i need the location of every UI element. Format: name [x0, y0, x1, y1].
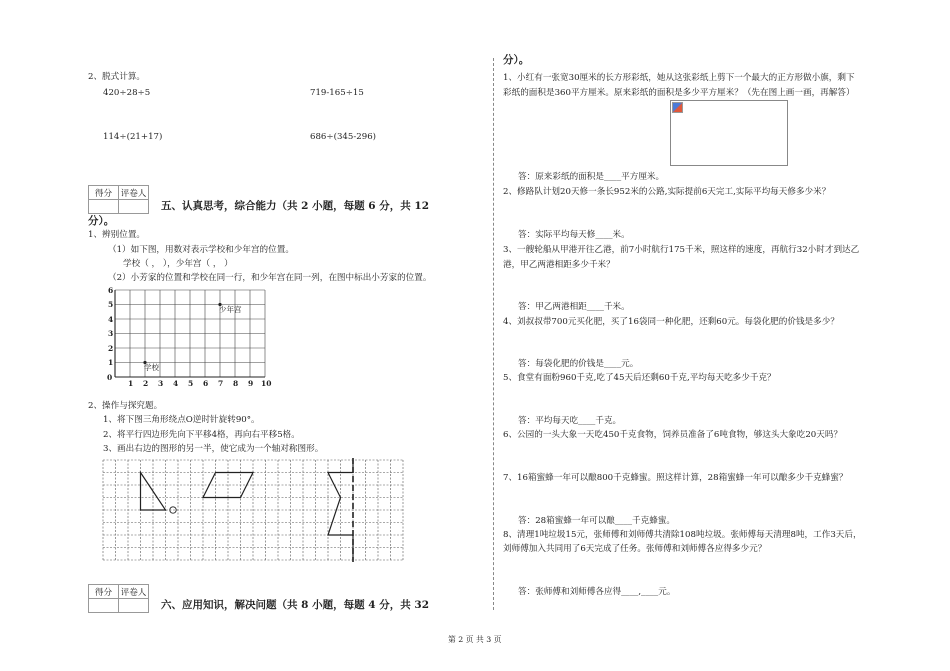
y-tick-6: 6 [108, 286, 114, 295]
score-label: 得分 [89, 186, 119, 200]
answer-2: 答：实际平均每天修____米。 [518, 230, 630, 240]
grader-label: 评卷人 [119, 186, 149, 200]
calc-1: 420÷28÷5 [103, 88, 151, 98]
section-2-title: 2、脱式计算。 [88, 72, 146, 82]
problem-3-line-1: 3、一艘轮船从甲港开往乙港，前7小时航行175千米，照这样的速度，再航行32小时才到达乙 [503, 245, 860, 255]
page-footer: 第 2 页 共 3 页 [448, 635, 502, 644]
q1-title: 1、辨别位置。 [88, 230, 146, 240]
problem-1-line-1: 1、小红有一张宽30厘米的长方形彩纸，她从这张彩纸上剪下一个最大的正方形做小旗，剩下 [503, 73, 855, 83]
x-tick-7: 7 [218, 379, 224, 388]
coordinate-grid [100, 284, 280, 388]
answer-1: 答：原来彩纸的面积是____平方厘米。 [518, 172, 665, 182]
q2-1: 1、将下图三角形绕点O逆时针旋转90°。 [103, 415, 260, 425]
score-cell[interactable] [89, 200, 119, 214]
x-tick-4: 4 [173, 379, 179, 388]
x-tick-3: 3 [158, 379, 164, 388]
x-tick-0: 0 [107, 373, 113, 382]
x-tick-6: 6 [203, 379, 209, 388]
problem-8-line-2: 刘师傅加入共同用了6天完成了任务。张师傅和刘师傅各应得多少元？ [503, 544, 767, 554]
problem-7: 7、16箱蜜蜂一年可以酿800千克蜂蜜。照这样计算，28箱蜜蜂一年可以酿多少千克蜂蜜？ [503, 473, 848, 483]
y-tick-4: 4 [108, 315, 114, 324]
score-box-6 [88, 584, 149, 613]
section-6-cont: 分）。 [503, 54, 530, 66]
grader-cell[interactable] [119, 200, 149, 214]
score-cell[interactable] [89, 599, 119, 613]
x-tick-10: 10 [261, 379, 272, 388]
palace-label: 少年宫 [219, 305, 242, 314]
shape-grid [100, 458, 410, 562]
x-tick-8: 8 [233, 379, 239, 388]
problem-5: 5、食堂有面粉960千克,吃了45天后还剩60千克,平均每天吃多少千克？ [503, 373, 776, 383]
score-label: 得分 [89, 585, 119, 599]
q1-1: （1）如下图，用数对表示学校和少年宫的位置。 [108, 245, 294, 255]
calc-3: 114÷(21+17) [103, 132, 163, 142]
y-tick-1: 1 [108, 358, 114, 367]
q1-1-answer: 学校（ ， ），少年宫（ ， ） [123, 259, 233, 269]
section-5-title: 五、认真思考，综合能力（共 2 小题，每题 6 分，共 12 [161, 200, 430, 212]
image-placeholder-icon [672, 102, 683, 113]
problem-8-line-1: 8、清理1吨垃圾15元，张师傅和刘师傅共清除108吨垃圾。张师傅每天清理8吨，工作3天后， [503, 530, 862, 540]
paper-rectangle [670, 100, 788, 166]
y-tick-5: 5 [108, 300, 114, 309]
problem-4: 4、刘叔叔带700元买化肥，买了16袋同一种化肥，还剩60元。每袋化肥的价钱是多少？ [503, 317, 839, 327]
answer-3: 答：甲乙两港相距____千米。 [518, 302, 630, 312]
x-tick-2: 2 [143, 379, 149, 388]
x-tick-5: 5 [188, 379, 194, 388]
school-label: 学校 [144, 363, 159, 372]
problem-6: 6、公园的一头大象一天吃450千克食物，饲养员准备了6吨食物，够这头大象吃20天吗？ [503, 430, 843, 440]
problem-3-line-2: 港，甲乙两港相距多少千米？ [503, 260, 615, 270]
grid-lines [115, 290, 265, 377]
q1-2: （2）小芳家的位置和学校在同一行，和少年宫在同一列，在图中标出小芳家的位置。 [108, 273, 432, 283]
x-tick-1: 1 [128, 379, 134, 388]
q2-3: 3、画出右边的图形的另一半，使它成为一个轴对称图形。 [103, 444, 324, 454]
answer-5: 答：平均每天吃____千克。 [518, 416, 622, 426]
y-tick-3: 3 [108, 329, 114, 338]
answer-4: 答：每袋化肥的价钱是____元。 [518, 359, 639, 369]
grader-label: 评卷人 [119, 585, 149, 599]
section-6-title: 六、应用知识，解决问题（共 8 小题，每题 4 分，共 32 [161, 599, 430, 611]
q2-title: 2、操作与探究题。 [88, 401, 163, 411]
y-tick-2: 2 [108, 344, 114, 353]
x-tick-9: 9 [248, 379, 254, 388]
problem-1-line-2: 彩纸的面积是360平方厘米。原来彩纸的面积是多少平方厘米？（先在图上画一画，再解答） [503, 88, 855, 98]
problem-2: 2、修路队计划20天修一条长952米的公路,实际提前6天完工,实际平均每天修多少米？ [503, 187, 831, 197]
score-box-5 [88, 185, 149, 214]
calc-4: 686÷(345-296) [310, 132, 377, 142]
grader-cell[interactable] [119, 599, 149, 613]
column-divider [493, 58, 494, 610]
q2-2: 2、将平行四边形先向下平移4格，再向右平移5格。 [103, 430, 300, 440]
calc-2: 719-165÷15 [310, 88, 364, 98]
answer-8: 答：张师傅和刘师傅各应得____,____元。 [518, 587, 676, 597]
answer-7: 答：28箱蜜蜂一年可以酿____千克蜂蜜。 [518, 516, 676, 526]
section-5-cont: 分）。 [88, 215, 115, 227]
